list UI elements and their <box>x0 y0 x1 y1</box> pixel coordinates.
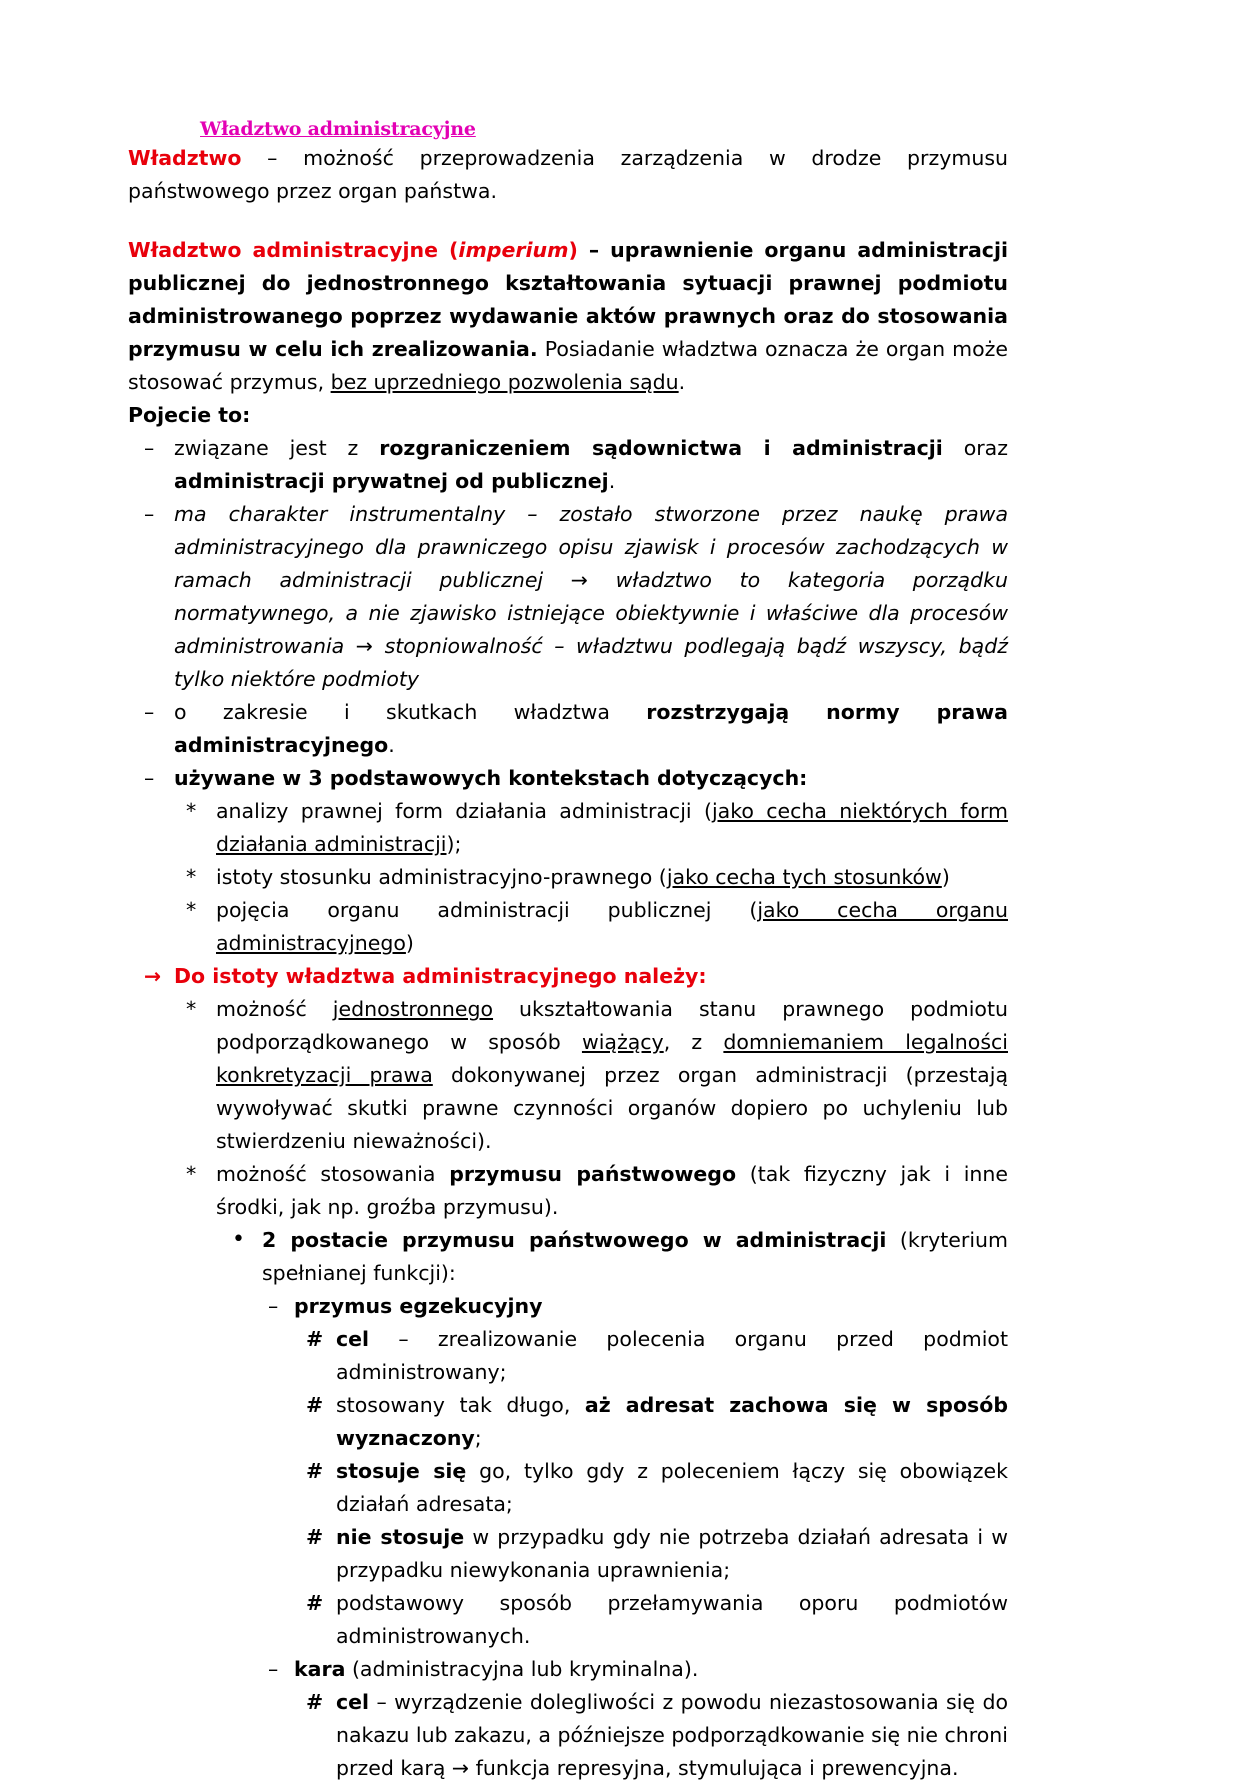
list-item-body <box>216 993 1008 1158</box>
list-item <box>144 696 1008 762</box>
list-item-label: przymus egzekucyjny <box>294 1294 543 1318</box>
list-item <box>144 498 1008 696</box>
list-item-body <box>336 1587 1008 1653</box>
list-item-body <box>174 696 1008 762</box>
dash-bullet-icon: – <box>144 766 155 790</box>
hash-bullet-icon: # <box>306 1690 324 1714</box>
text-run: . <box>608 469 616 493</box>
paragraph-1-text: – możność przeprowadzenia zarządzenia w drodze przymusu państwowego przez organ państwa. <box>128 146 1008 203</box>
text-run: – wyrządzenie dolegliwości z powodu niezastosowania się do nakazu lub zakazu, a późniejsze podporządkowanie się nie chroni przed karą → funkcja represyjna, stymulująca i prewencyjna. <box>336 1690 1008 1780</box>
text-run: cel <box>336 1690 370 1714</box>
text-run: , z <box>663 1030 724 1054</box>
text-run: (tak fizyczny jak i inne środki, jak np. groźba przymusu). <box>216 1162 1008 1219</box>
text-run: . <box>388 733 395 757</box>
text-run: – zrealizowanie polecenia organu przed podmiot administrowany; <box>336 1327 1008 1384</box>
list-item <box>306 1323 1008 1389</box>
list-item-body <box>216 894 1008 960</box>
text-run: oraz <box>942 436 1008 460</box>
term-wladztwo: Władztwo <box>128 146 242 170</box>
hash-bullet-icon: # <box>306 1459 324 1483</box>
hash-bullet-icon: # <box>306 1393 324 1417</box>
list-item <box>306 1587 1008 1653</box>
list-item-body <box>216 861 1008 894</box>
list-item <box>186 795 1008 861</box>
list-item-label: kara <box>294 1657 346 1681</box>
dash-bullet-icon: – <box>268 1294 279 1318</box>
term-wladztwo-administracyjne: Władztwo administracyjne ( <box>128 238 459 262</box>
text-run: o zakresie i skutkach władztwa <box>174 700 647 724</box>
list-item <box>306 1521 1008 1587</box>
text-run: ma charakter instrumentalny – zostało stworzone przez naukę prawa administracyjnego dla prawniczego opisu zjawisk i procesów zachodzących w ramach administracji publicznej → władztwo to kategoria porządku normatywnego, a nie zjawisko istniejące obiektywnie i właściwe dla procesów administrowania → stopniowalność – władztwu podlegają bądź wszyscy, bądź tylko niektóre podmioty <box>174 502 1008 691</box>
hash-bullet-icon: # <box>306 1591 324 1615</box>
list-item-2-postacie <box>232 1224 1008 1290</box>
dash-bullet-icon: – <box>144 502 155 526</box>
text-run: stosuje się <box>336 1459 467 1483</box>
asterisk-bullet-icon: * <box>186 1162 197 1186</box>
text-run: rozgraniczeniem sądownictwa i administracji <box>379 436 943 460</box>
list-item <box>144 762 1008 795</box>
paragraph-2-tail: . <box>678 370 686 394</box>
heading-do-istoty <box>144 960 1008 993</box>
text-run: ; <box>474 1426 482 1450</box>
list-item <box>186 861 1008 894</box>
list-item-body <box>294 1653 1008 1686</box>
asterisk-bullet-icon: * <box>186 898 197 922</box>
hash-bullet-icon: # <box>306 1327 324 1351</box>
text-run: dokonywanej przez organ administracji (przestają wywoływać skutki prawne czynności organów dopiero po uchyleniu lub stwierdzeniu nieważności). <box>216 1063 1009 1153</box>
text-run: używane w 3 podstawowych kontekstach dotyczących: <box>174 766 808 790</box>
list-item-body <box>216 795 1008 861</box>
list-item <box>186 993 1008 1158</box>
text-run: (administracyjna lub kryminalna). <box>345 1657 699 1681</box>
dash-bullet-icon: – <box>268 1657 279 1681</box>
paragraph-2-normal-text: Posiadanie władztwa oznacza że organ może stosować przymus, <box>128 337 1008 394</box>
text-run: administracji prywatnej od publicznej <box>174 469 609 493</box>
list-item-przymus-egzekucyjny <box>268 1290 1008 1323</box>
text-run: ukształtowania stanu prawnego podmiotu podporządkowanego w sposób <box>216 997 1008 1054</box>
list-item-body <box>336 1455 1008 1521</box>
text-run: jako cecha niektórych form działania administracji <box>216 799 1008 856</box>
text-run: istoty stosunku administracyjno-prawnego ( <box>216 865 667 889</box>
dash-bullet-icon: – <box>144 700 155 724</box>
text-run: cel <box>336 1327 370 1351</box>
text-run: domniemaniem legalności konkretyzacji prawa <box>216 1030 1008 1087</box>
text-run: jako cecha tych stosunków <box>666 865 942 889</box>
round-bullet-icon: • <box>232 1227 245 1252</box>
text-run: w przypadku gdy nie potrzeba działań adresata i w przypadku niewykonania uprawnienia; <box>336 1525 1008 1582</box>
text-run: ); <box>446 832 462 856</box>
text-run: ) <box>405 931 414 955</box>
list-item-body <box>336 1389 1008 1455</box>
text-run: ) <box>941 865 950 889</box>
text-run: stosowany tak długo, <box>336 1393 585 1417</box>
asterisk-bullet-icon: * <box>186 799 197 823</box>
list-item-body <box>336 1521 1008 1587</box>
text-run: możność <box>216 997 333 1021</box>
list-item-body <box>174 432 1008 498</box>
text-run: związane jest z <box>174 436 380 460</box>
paragraph-imperium-definition <box>128 234 1008 399</box>
page-title: Władztwo administracyjne <box>200 118 476 140</box>
asterisk-bullet-icon: * <box>186 865 197 889</box>
text-run: przymusu państwowego <box>449 1162 737 1186</box>
list-item-body <box>262 1224 1008 1290</box>
text-run: (kryterium spełnianej funkcji): <box>262 1228 1008 1285</box>
dash-bullet-icon: – <box>144 436 155 460</box>
hash-bullet-icon: # <box>306 1525 324 1549</box>
paragraph-wladztwo-definition <box>128 142 1008 208</box>
text-run: rozstrzygają normy prawa administracyjnego <box>174 700 1008 757</box>
text-run: aż adresat zachowa się w sposób wyznaczony <box>336 1393 1009 1450</box>
term-imperium: imperium <box>458 238 569 262</box>
text-run: podstawowy sposób przełamywania oporu podmiotów administrowanych. <box>336 1591 1008 1648</box>
heading-do-istoty-label: Do istoty władztwa administracyjnego należy: <box>174 964 707 988</box>
text-run: jako cecha organu administracyjnego <box>216 898 1008 955</box>
paragraph-2-underlined-text: bez uprzedniego pozwolenia sądu <box>330 370 679 394</box>
list-item-body <box>336 1686 1008 1785</box>
list-item <box>306 1455 1008 1521</box>
text-run: go, tylko gdy z poleceniem łączy się obowiązek działań adresata; <box>336 1459 1008 1516</box>
list-item <box>306 1389 1008 1455</box>
list-item-body <box>174 498 1008 696</box>
text-run: możność stosowania <box>216 1162 450 1186</box>
text-run: wiążący <box>581 1030 664 1054</box>
list-item <box>144 432 1008 498</box>
list-item-body <box>174 762 1008 795</box>
term-imperium-close-paren: ) <box>568 238 578 262</box>
text-run: jednostronnego <box>332 997 494 1021</box>
arrow-right-icon: → <box>144 964 162 988</box>
paragraph-2-bold-text: – uprawnienie organu administracji publicznej do jednostronnego kształtowania sytuacji prawnej podmiotu administrowanego poprzez wydawanie aktów prawnych oraz do stosowania przymusu w celu ich zrealizowania. <box>128 238 1008 361</box>
list-item-kara <box>268 1653 1008 1686</box>
heading-pojecie-to: Pojecie to: <box>128 403 251 427</box>
text-run: 2 postacie przymusu państwowego w administracji <box>262 1228 887 1252</box>
document-page <box>128 118 1008 1785</box>
asterisk-bullet-icon: * <box>186 997 197 1021</box>
spacer <box>128 208 1008 234</box>
list-item <box>186 1158 1008 1224</box>
text-run: pojęcia organu administracji publicznej ( <box>216 898 758 922</box>
list-item-body <box>216 1158 1008 1224</box>
list-item <box>306 1686 1008 1785</box>
list-item-body <box>336 1323 1008 1389</box>
text-run: nie stosuje <box>336 1525 465 1549</box>
list-item <box>186 894 1008 960</box>
text-run: analizy prawnej form działania administracji ( <box>216 799 712 823</box>
